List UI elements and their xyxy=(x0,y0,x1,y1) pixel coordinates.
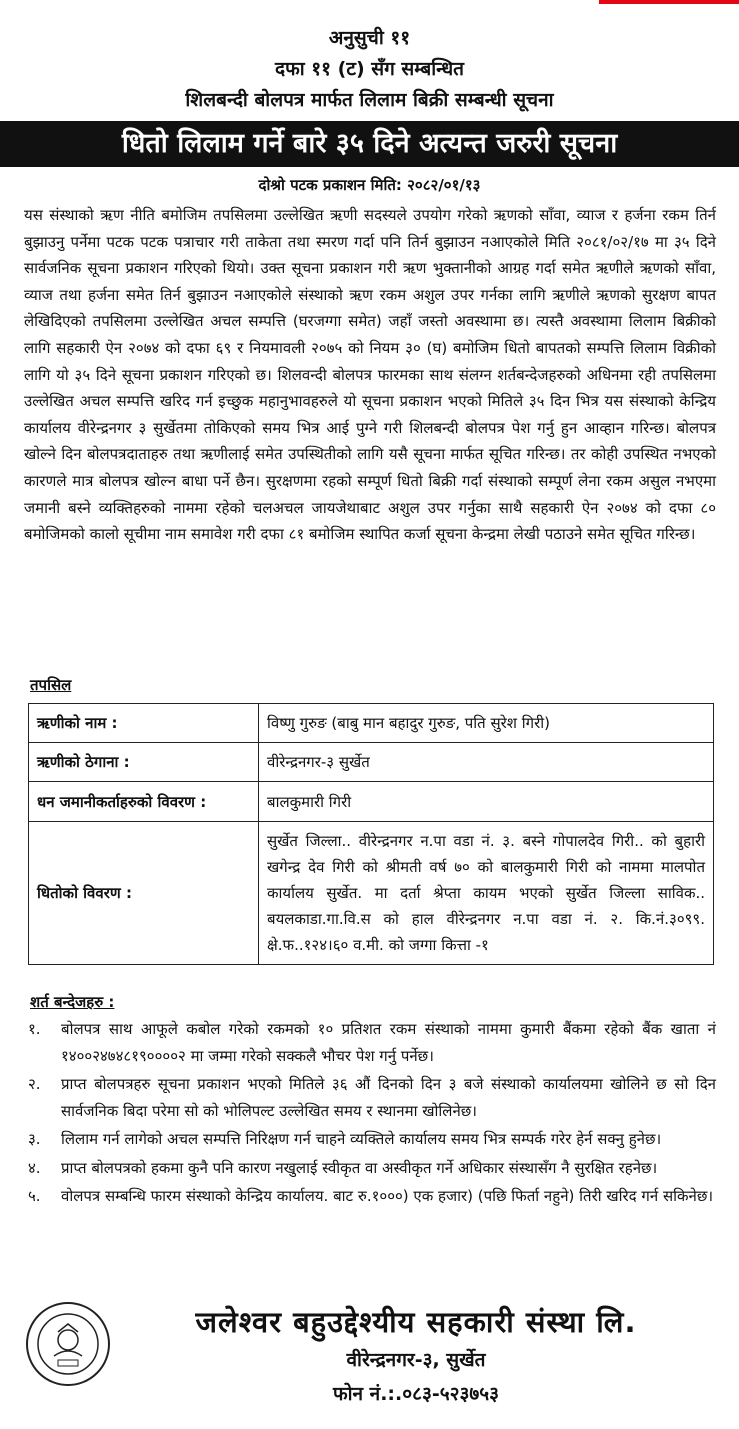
conditions-title: शर्त बन्देजहरु : xyxy=(30,993,115,1011)
list-item: १. बोलपत्र साथ आफूले कबोल गरेको रकमको १० प्रतिशत रकम संस्थाको नाममा कुमारी बैंकमा रहेको बैंक खाता नं १४००२४७४८१९००००२ मा जम्मा गरेको सक्कलै भौचर पेश गर्नु पर्नेछ। xyxy=(28,1020,716,1065)
list-item: ४. प्राप्त बोलपत्रको हकमा कुनै पनि कारण नखुलाई स्वीकृत वा अस्वीकृत गर्ने अधिकार संस्थासँग नै सुरक्षित रहनेछ। xyxy=(28,1158,658,1177)
notice-subtitle: शिलबन्दी बोलपत्र मार्फत लिलाम बिक्री सम्बन्धी सूचना xyxy=(185,89,554,111)
organization-address: वीरेन्द्रनगर-३, सुर्खेत xyxy=(346,1349,486,1371)
conditions-list xyxy=(28,1016,716,1212)
table-row xyxy=(29,822,714,965)
collateral-label: धितोको विवरण : xyxy=(29,822,259,965)
collateral-value: सुर्खेत जिल्ला.. वीरेन्द्रनगर न.पा वडा नं. ३. बस्ने गोपालदेव गिरी.. को बुहारी खगेन्द्र देव गिरी को श्रीमती वर्ष ७० को बालकुमारी गिरी को नाममा मालपोत कार्यालय सुर्खेत. मा दर्ता श्रेप्ता कायम भएको सुर्खेत जिल्ला साविक.. बयलकाडा.गा.वि.स को हाल वीरेन्द्रनगर न.पा वडा नं. २. कि.नं.३०९९. क्षे.फ..१२४।६० व.मी. को जग्गा कित्ता -१ xyxy=(259,822,714,965)
table-row xyxy=(29,704,714,743)
section-reference: दफा ११ (ट) सँग सम्बन्धित xyxy=(275,58,464,80)
list-item: २. प्राप्त बोलपत्रहरु सूचना प्रकाशन भएको मितिले ३६ औं दिनको दिन ३ बजे संस्थाको कार्यालयमा खोलिने छ सो दिन सार्वजनिक बिदा परेमा सो को भोलिपल्ट उल्लेखित समय र स्थानमा खोलिनेछ। xyxy=(28,1075,716,1120)
borrower-address-label: ऋणीको ठेगाना : xyxy=(29,743,259,782)
list-item: ५. वोलपत्र सम्बन्धि फारम संस्थाको केन्द्रिय कार्यालय. बाट रु.१०००) एक हजार) (पछि फिर्ता नहुने) तिरी खरिद गर्न सकिनेछ। xyxy=(28,1187,714,1205)
accent-bar xyxy=(599,0,739,4)
guarantor-label: धन जमानीकर्ताहरुको विवरण : xyxy=(29,782,259,822)
borrower-name-label: ऋणीको नाम : xyxy=(29,704,259,743)
publication-date: दोश्रो पटक प्रकाशन मिति: २०८२/०१/१३ xyxy=(258,176,481,194)
notice-body: यस संस्थाको ऋण नीति बमोजिम तपसिलमा उल्लेखित ऋणी सदस्यले उपयोग गरेको ऋणको साँवा, व्याज र हर्जना रकम तिर्न बुझाउनु पर्नेमा पटक पटक पत्राचार गरी ताकेता तथा स्मरण गर्दा पनि तिर्न बुझाउन नआएकोले मिति २०८१/०२/१७ मा ३५ दिने सार्वजनिक सूचना प्रकाशन गरिएको थियो। उक्त सूचना प्रकाशन गरी ऋण भुक्तानीको आग्रह गर्दा समेत ऋणीले ऋणको साँवा, व्याज तथा हर्जना समेत तिर्न बुझाउन नआएकोले संस्थाको ऋण रकम अशुल उपर गर्नका लागि ऋणीले ऋणको सुरक्षण बापत लेखिदिएको तपसिलमा उल्लेखित अचल सम्पत्ति (घरजग्गा समेत) जहाँ जस्तो अवस्थामा छ। त्यस्तै अवस्थामा लिलाम बिक्रीको लागि सहकारी ऐन २०७४ को दफा ६९ र नियमावली २०७५ को नियम ३० (घ) बमोजिम धितो बापतको सम्पत्ति लिलाम विक्रीको लागि यो ३५ दिने सूचना प्रकाशन गरिएको छ। शिलवन्दी बोलपत्र फारमका साथ संलग्न शर्तबन्देजहरुको अधिनमा रही तपसिलमा उल्लेखित अचल सम्पत्ति खरिद गर्न इच्छुक महानुभावहरुले यो सूचना प्रकाशन भएको मितिले ३५ दिन भित्र यस संस्थाको केन्द्रिय कार्यालय वीरेन्द्रनगर ३ सुर्खेतमा तोकिएको समय भित्र आई पुग्ने गरी शिलबन्दी बोलपत्र पेश गर्नु हुन आव्हान गरिन्छ। बोलपत्र खोल्ने दिन बोलपत्रदाताहरु तथा ऋणीलाई समेत उपस्थितीको लागि यसै सूचना मार्फत सूचित गरिन्छ। तर कोही उपस्थित नभएको कारणले मात्र बोलपत्र खोल्न बाधा पर्ने छैन। सुरक्षणमा रहको सम्पूर्ण धितो बिक्री गर्दा संस्थाको सम्पूर्ण लेना रकम असुल नभएमा जमानी बस्ने व्यक्तिहरुको नाममा रहेको चलअचल जायजेथाबाट अशुल उपर गर्नुका साथै सहकारी ऐन २०७४ को दफा ८० बमोजिमको कालो सूचीमा नाम समावेश गरी दफा ८१ बमोजिम स्थापित कर्जा सूचना केन्द्रमा लेखी पठाउने समेत सूचित गरिन्छ। xyxy=(24,206,716,544)
table-row xyxy=(29,743,714,782)
schedule-number: अनुसुची ११ xyxy=(328,27,411,49)
details-title: तपसिल xyxy=(30,676,72,694)
borrower-name-value: विष्णु गुरुङ (बाबु मान बहादुर गुरुङ, पति सुरेश गिरी) xyxy=(259,704,714,743)
details-table xyxy=(28,703,714,965)
organization-name: जलेश्वर बहुउद्देश्यीय सहकारी संस्था लि. xyxy=(195,1305,637,1339)
table-row xyxy=(29,782,714,822)
guarantor-value: बालकुमारी गिरी xyxy=(259,782,714,822)
organization-seal-icon xyxy=(24,1300,112,1388)
borrower-address-value: वीरेन्द्रनगर-३ सुर्खेत xyxy=(259,743,714,782)
organization-phone: फोन नं.:.०८३-५२३७५३ xyxy=(332,1383,500,1405)
list-item: ३. लिलाम गर्न लागेको अचल सम्पत्ति निरिक्षण गर्न चाहने व्यक्तिले कार्यालय समय भित्र सम्पर्क गरेर हेर्न सक्नु हुनेछ। xyxy=(28,1130,662,1148)
notice-title-banner: धितो लिलाम गर्ने बारे ३५ दिने अत्यन्त जरुरी सूचना xyxy=(0,121,739,167)
